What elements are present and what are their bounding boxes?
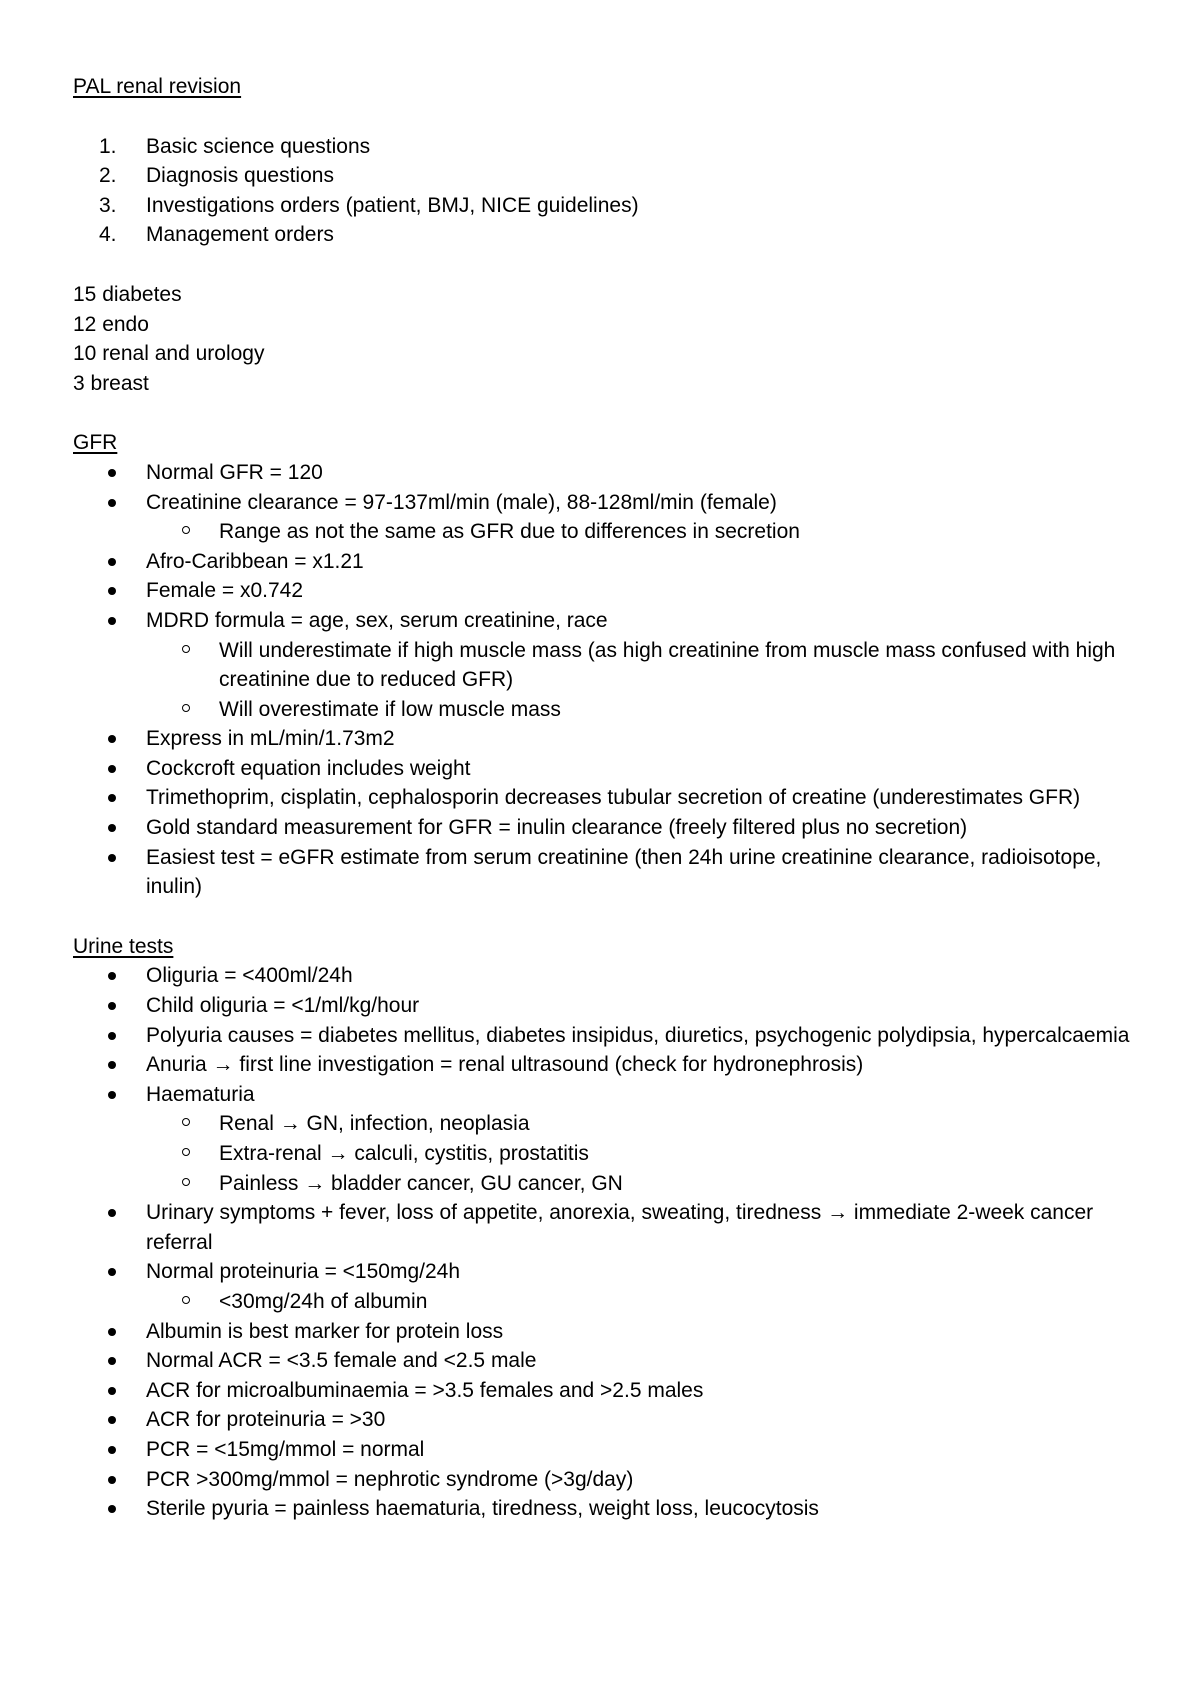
bullet-item: [73, 606, 1143, 724]
bullet-dot-icon: [108, 824, 116, 832]
sub-bullet-text: Painless → bladder cancer, GU cancer, GN: [219, 1171, 623, 1195]
bullet-item: [73, 1405, 1143, 1435]
bullet-dot-icon: [108, 1091, 116, 1099]
section-heading: GFR: [73, 431, 118, 455]
bullet-item: [73, 1050, 1143, 1080]
hollow-bullet-icon: [182, 1118, 190, 1126]
sub-bullet-list: [146, 1109, 1143, 1198]
sub-bullet-item: [146, 1169, 1143, 1199]
bullet-text: Normal proteinuria = <150mg/24h: [146, 1260, 461, 1284]
numbered-item: [73, 220, 1143, 250]
hollow-bullet-icon: [182, 645, 190, 653]
bullet-item: [73, 1198, 1143, 1257]
bullet-text: MDRD formula = age, sex, serum creatinine, race: [146, 608, 608, 632]
sub-bullet-text: <30mg/24h of albumin: [219, 1289, 428, 1313]
sub-bullet-text: Range as not the same as GFR due to differences in secretion: [219, 520, 800, 544]
bullet-text: ACR for microalbuminaemia = >3.5 females and >2.5 males: [146, 1378, 704, 1402]
bullet-dot-icon: [108, 765, 116, 773]
item-number: 2.: [99, 164, 117, 188]
bullet-item: [73, 1494, 1143, 1524]
count-line: 3 breast: [73, 371, 149, 395]
sub-bullet-item: [146, 517, 1143, 547]
bullet-text: ACR for proteinuria = >30: [146, 1408, 386, 1432]
bullet-dot-icon: [108, 1209, 116, 1217]
bullet-item: [73, 813, 1143, 843]
item-number: 4.: [99, 223, 117, 247]
bullet-item: [73, 547, 1143, 577]
bullet-item: [73, 1021, 1143, 1051]
bullet-item: [73, 458, 1143, 488]
bullet-dot-icon: [108, 1446, 116, 1454]
count-line: 15 diabetes: [73, 282, 182, 306]
count-line: 10 renal and urology: [73, 342, 265, 366]
sub-bullet-item: [146, 1139, 1143, 1169]
item-number: 3.: [99, 193, 117, 217]
page-title: PAL renal revision: [73, 75, 242, 98]
section-heading: Urine tests: [73, 934, 174, 958]
bullet-dot-icon: [108, 587, 116, 595]
bullet-item: [73, 1465, 1143, 1495]
bullet-item: [73, 754, 1143, 784]
hollow-bullet-icon: [182, 1296, 190, 1304]
bullet-text: Anuria → first line investigation = renal ultrasound (check for hydronephrosis): [146, 1053, 864, 1077]
bullet-text: Child oliguria = <1/ml/kg/hour: [146, 994, 420, 1018]
hollow-bullet-icon: [182, 704, 190, 712]
bullet-item: [73, 724, 1143, 754]
bullet-dot-icon: [108, 1505, 116, 1513]
bullet-text: Trimethoprim, cisplatin, cephalosporin decreases tubular secretion of creatine (underestimates GFR): [146, 786, 1081, 810]
bullet-item: [73, 1080, 1143, 1198]
numbered-item: [73, 132, 1143, 162]
bullet-text: Female = x0.742: [146, 579, 304, 603]
sub-bullet-item: [146, 1287, 1143, 1317]
bullet-text: Creatinine clearance = 97-137ml/min (male), 88-128ml/min (female): [146, 490, 777, 514]
bullet-dot-icon: [108, 854, 116, 862]
bullet-dot-icon: [108, 1032, 116, 1040]
bullet-dot-icon: [108, 499, 116, 507]
bullet-dot-icon: [108, 558, 116, 566]
bullet-item: [73, 961, 1143, 991]
item-text: Basic science questions: [146, 134, 371, 158]
hollow-bullet-icon: [182, 526, 190, 534]
sub-bullet-list: [146, 1287, 1143, 1317]
bullet-dot-icon: [108, 1328, 116, 1336]
item-text: Investigations orders (patient, BMJ, NICE guidelines): [146, 193, 639, 217]
sub-bullet-text: Will overestimate if low muscle mass: [219, 697, 561, 721]
bullet-dot-icon: [108, 469, 116, 477]
bullet-text: Urinary symptoms + fever, loss of appetite, anorexia, sweating, tiredness → immediate 2-week cancer referral: [146, 1201, 1094, 1254]
bullet-text: Sterile pyuria = painless haematuria, tiredness, weight loss, leucocytosis: [146, 1497, 819, 1521]
sub-bullet-text: Renal → GN, infection, neoplasia: [219, 1112, 530, 1136]
bullet-dot-icon: [108, 1387, 116, 1395]
bullet-text: Express in mL/min/1.73m2: [146, 727, 395, 751]
urine-tests-section: [73, 932, 1143, 1524]
bullet-dot-icon: [108, 1416, 116, 1424]
bullet-dot-icon: [108, 1268, 116, 1276]
count-line: 12 endo: [73, 312, 149, 336]
item-text: Management orders: [146, 223, 334, 247]
bullet-text: Albumin is best marker for protein loss: [146, 1319, 504, 1343]
bullet-item: [73, 1376, 1143, 1406]
bullet-dot-icon: [108, 1357, 116, 1365]
bullet-text: Cockcroft equation includes weight: [146, 756, 471, 780]
sub-bullet-text: Extra-renal → calculi, cystitis, prostatitis: [219, 1142, 589, 1165]
bullet-text: Gold standard measurement for GFR = inulin clearance (freely filtered plus no secretion): [146, 816, 968, 840]
bullet-item: [73, 1317, 1143, 1347]
document-page: [73, 72, 1143, 1524]
topic-counts: [73, 280, 1143, 398]
bullet-dot-icon: [108, 1476, 116, 1484]
bullet-item: [73, 1435, 1143, 1465]
urine-bullet-list: [73, 961, 1143, 1523]
hollow-bullet-icon: [182, 1148, 190, 1156]
bullet-dot-icon: [108, 1002, 116, 1010]
gfr-section: [73, 428, 1143, 902]
bullet-text: Polyuria causes = diabetes mellitus, diabetes insipidus, diuretics, psychogenic polydipsia, hypercalcaemia: [146, 1023, 1130, 1047]
bullet-text: Normal ACR = <3.5 female and <2.5 male: [146, 1349, 537, 1373]
bullet-dot-icon: [108, 972, 116, 980]
gfr-bullet-list: [73, 458, 1143, 902]
bullet-text: Normal GFR = 120: [146, 460, 323, 484]
bullet-dot-icon: [108, 735, 116, 743]
question-types-list: [73, 132, 1143, 250]
bullet-text: Afro-Caribbean = x1.21: [146, 549, 364, 573]
bullet-item: [73, 488, 1143, 547]
numbered-item: [73, 161, 1143, 191]
bullet-item: [73, 843, 1143, 902]
sub-bullet-text: Will underestimate if high muscle mass (as high creatinine from muscle mass confused with high creatinine due to reduced GFR): [219, 638, 1116, 692]
sub-bullet-list: [146, 517, 1143, 547]
bullet-text: PCR >300mg/mmol = nephrotic syndrome (>3g/day): [146, 1467, 634, 1491]
bullet-text: Easiest test = eGFR estimate from serum creatinine (then 24h urine creatinine clearance, radioisotope, inulin): [146, 845, 1102, 899]
item-number: 1.: [99, 134, 117, 158]
sub-bullet-list: [146, 636, 1143, 725]
bullet-item: [73, 1257, 1143, 1316]
bullet-item: [73, 991, 1143, 1021]
bullet-text: Oliguria = <400ml/24h: [146, 964, 353, 988]
sub-bullet-item: [146, 1109, 1143, 1139]
bullet-item: [73, 783, 1143, 813]
numbered-item: [73, 191, 1143, 221]
bullet-item: [73, 1346, 1143, 1376]
bullet-text: PCR = <15mg/mmol = normal: [146, 1437, 425, 1461]
bullet-dot-icon: [108, 1061, 116, 1069]
bullet-text: Haematuria: [146, 1082, 255, 1106]
sub-bullet-item: [146, 636, 1143, 695]
bullet-item: [73, 576, 1143, 606]
hollow-bullet-icon: [182, 1178, 190, 1186]
bullet-dot-icon: [108, 794, 116, 802]
sub-bullet-item: [146, 695, 1143, 725]
item-text: Diagnosis questions: [146, 164, 334, 188]
bullet-dot-icon: [108, 617, 116, 625]
